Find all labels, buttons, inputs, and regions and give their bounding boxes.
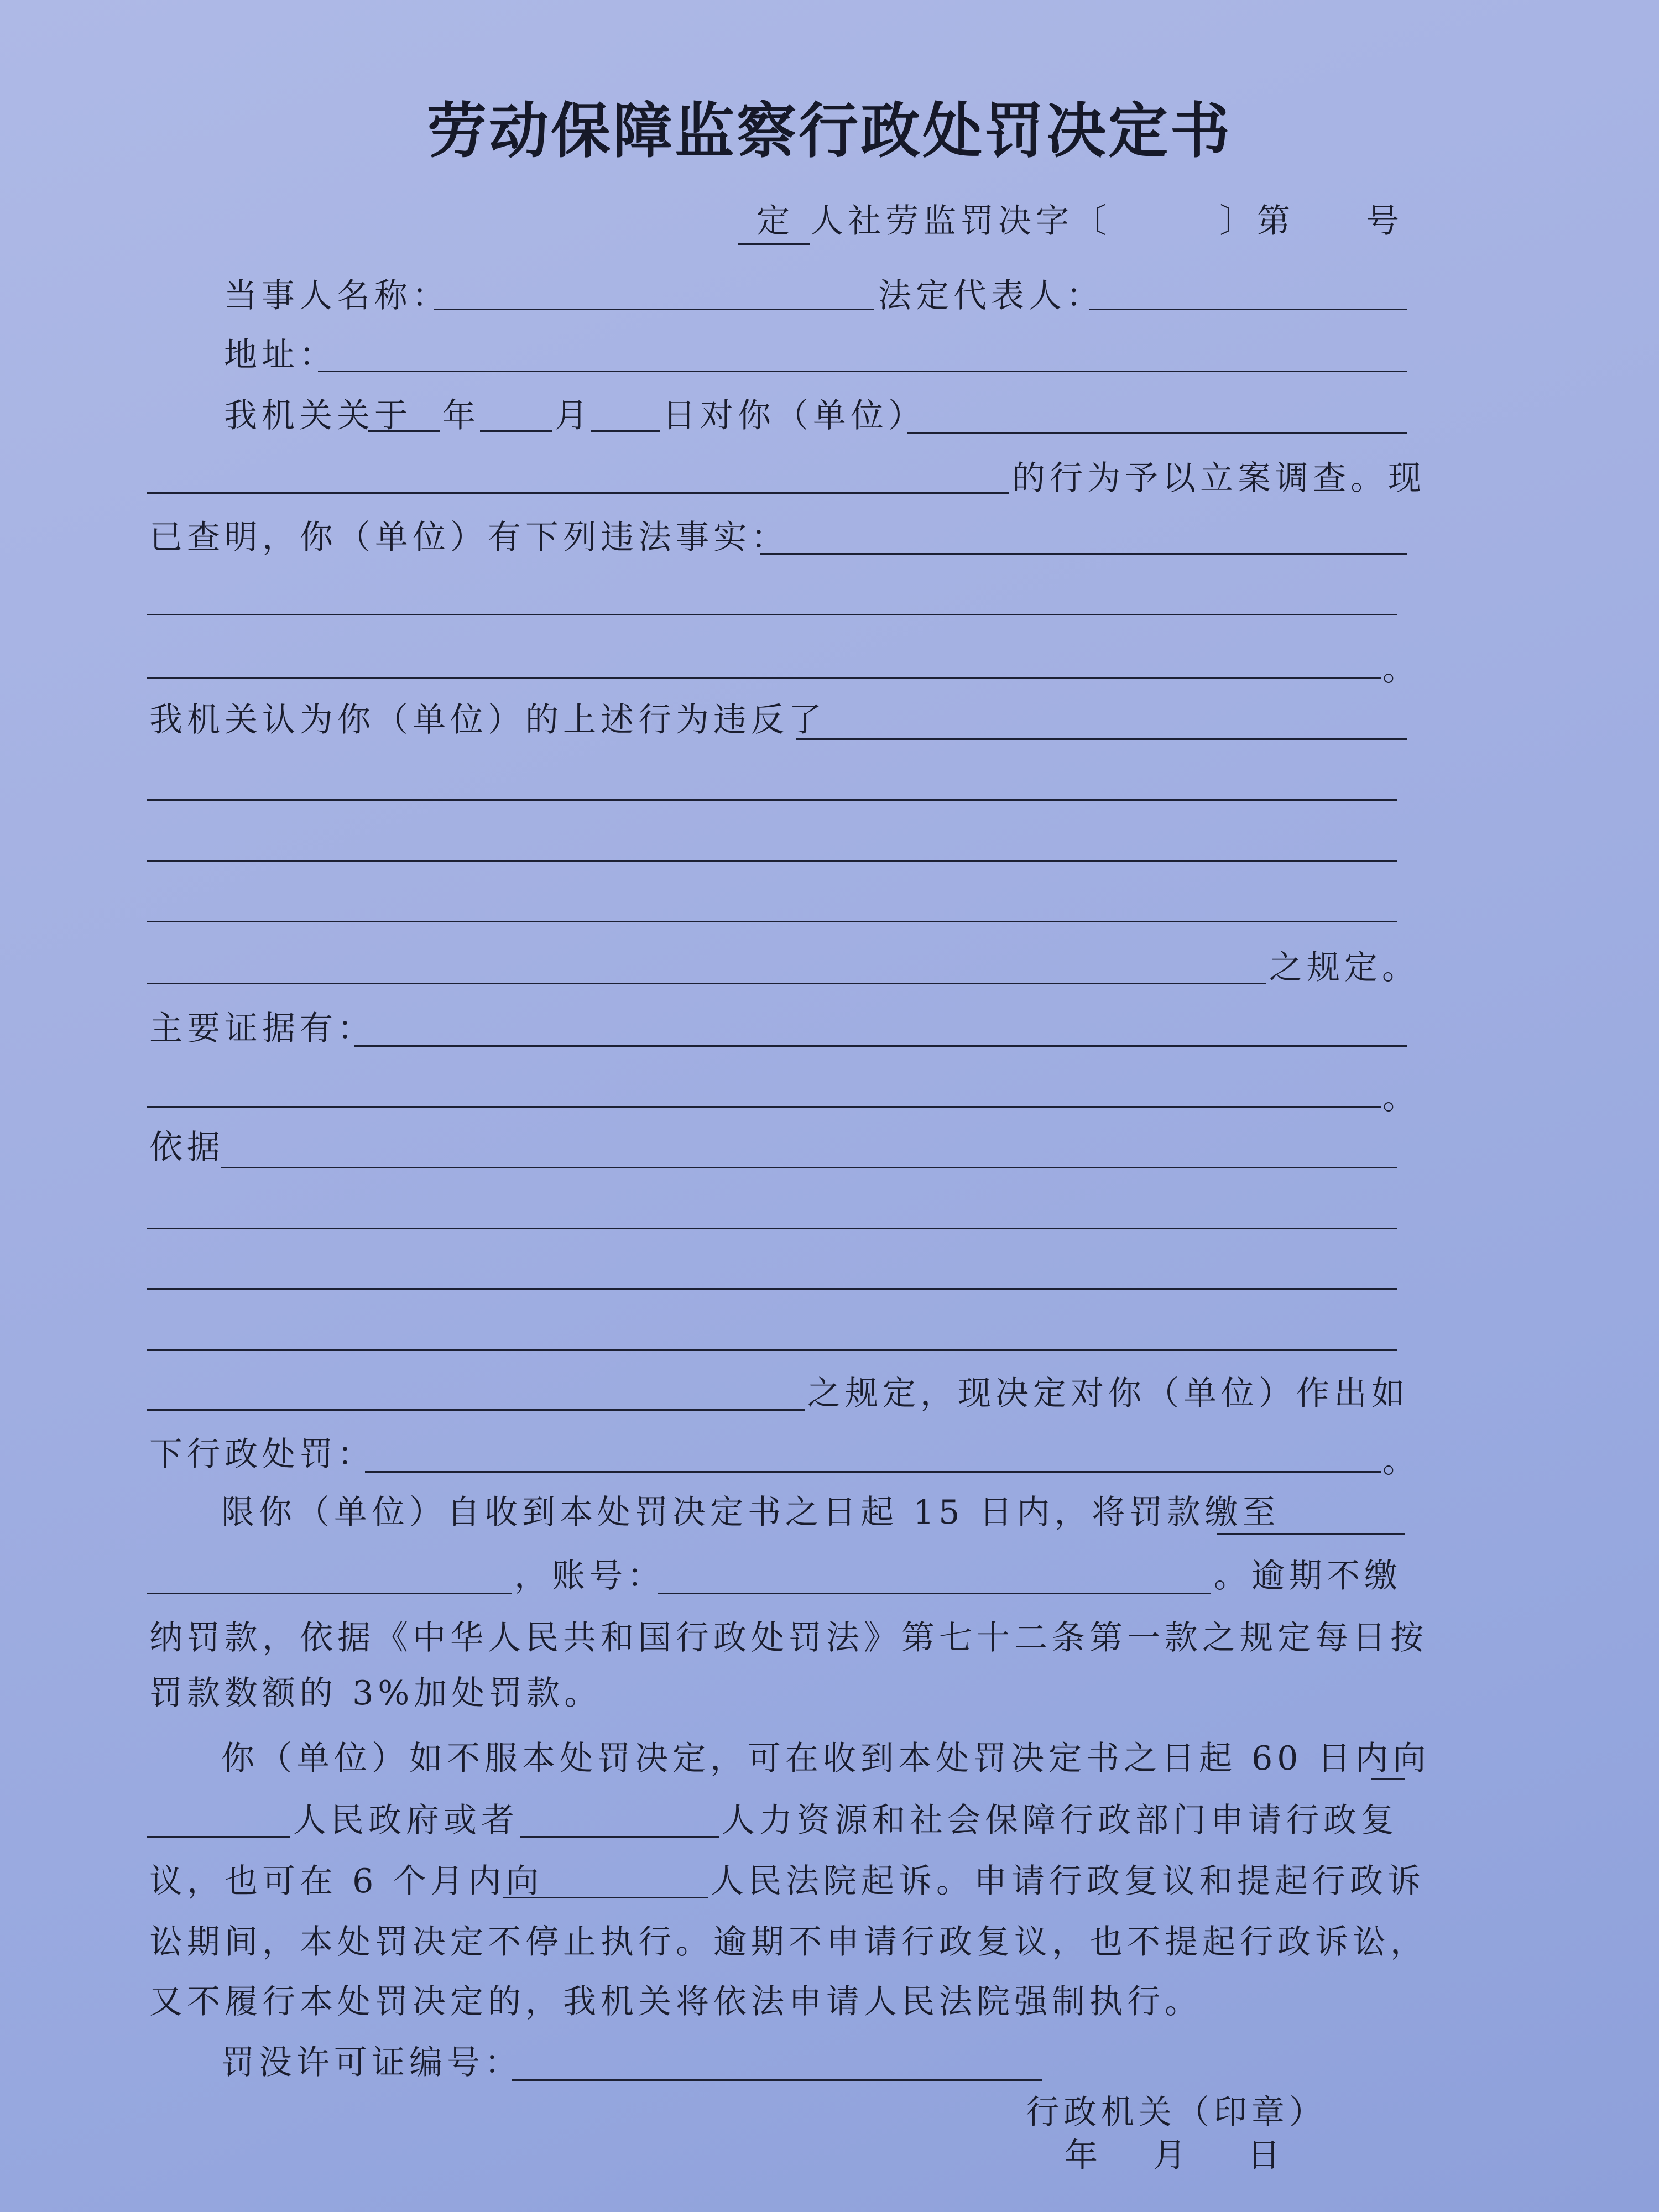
doc-number-prefix-blank[interactable] (738, 243, 810, 245)
violation-blank-1[interactable] (796, 738, 1407, 740)
appeal-line-1: 你（单位）如不服本处罚决定，可在收到本处罚决定书之日起 60 日内向 (221, 1739, 1431, 1778)
basis-blank-2[interactable] (147, 1228, 1397, 1229)
signature-month: 月 (1153, 2136, 1191, 2175)
payment-payee-blank[interactable] (147, 1593, 512, 1594)
evidence-blank-2[interactable] (147, 1106, 1381, 1108)
investigation-day-blank[interactable] (591, 430, 660, 432)
penalty-period: 。 (1383, 1442, 1416, 1480)
license-label: 罚没许可证编号： (221, 2043, 522, 2082)
doc-number-text: 人社劳监罚决字〔 (810, 202, 1111, 241)
basis-decide-text: 之规定，现决定对你（单位）作出如 (807, 1374, 1409, 1413)
doc-number-suffix: 号 (1366, 202, 1404, 241)
authority-seal-label: 行政机关（印章） (1026, 2093, 1327, 2132)
facts-blank-3[interactable] (147, 677, 1381, 679)
payment-line-1: 限你（单位）自收到本处罚决定书之日起 15 日内，将罚款缴至 (221, 1493, 1280, 1532)
investigation-behavior-blank[interactable] (147, 492, 1009, 494)
investigation-filed-text: 的行为予以立案调查。现 (1012, 459, 1426, 498)
investigation-year-blank[interactable] (368, 430, 440, 432)
payment-overdue-text: 。逾期不缴 (1214, 1557, 1402, 1595)
investigation-month: 月 (555, 397, 592, 435)
facts-period: 。 (1383, 650, 1416, 688)
signature-year: 年 (1065, 2136, 1102, 2175)
appeal-line-3a: 议，也可在 6 个月内向 (149, 1862, 544, 1901)
facts-blank-2[interactable] (147, 614, 1397, 615)
payment-bank-blank[interactable] (1217, 1533, 1405, 1535)
legal-rep-label: 法定代表人： (878, 276, 1104, 315)
penalty-label: 下行政处罚： (149, 1435, 375, 1474)
investigation-lead: 我机关关于 (224, 397, 412, 435)
facts-label: 已查明，你（单位）有下列违法事实： (149, 518, 789, 557)
appeal-line-4: 讼期间，本处罚决定不停止执行。逾期不申请行政复议，也不提起行政诉讼， (149, 1923, 1428, 1961)
penalty-blank[interactable] (365, 1471, 1381, 1473)
investigation-subject-blank[interactable] (907, 432, 1407, 434)
doc-number-close: 〕第 (1219, 202, 1295, 241)
doc-number-fill: 定 (757, 202, 794, 241)
appeal-gov-blank-b[interactable] (147, 1836, 290, 1838)
basis-blank-5[interactable] (147, 1409, 805, 1411)
basis-label: 依据 (149, 1128, 225, 1167)
appeal-hr-blank[interactable] (520, 1836, 719, 1838)
address-label: 地址： (224, 336, 337, 374)
legal-rep-blank[interactable] (1089, 309, 1407, 310)
payment-account-blank[interactable] (658, 1593, 1211, 1594)
license-blank[interactable] (512, 2079, 1042, 2081)
evidence-period: 。 (1383, 1078, 1416, 1117)
appeal-court-blank[interactable] (503, 1897, 708, 1898)
investigation-day-text: 日对你（单位） (662, 397, 926, 435)
violation-blank-2[interactable] (147, 799, 1397, 801)
violation-blank-4[interactable] (147, 921, 1397, 922)
appeal-gov-blank-a[interactable] (1371, 1778, 1405, 1780)
appeal-line-5: 又不履行本处罚决定的，我机关将依法申请人民法院强制执行。 (149, 1983, 1202, 2021)
address-blank[interactable] (318, 371, 1407, 372)
basis-blank-1[interactable] (221, 1167, 1397, 1168)
investigation-month-blank[interactable] (480, 430, 552, 432)
basis-blank-3[interactable] (147, 1288, 1397, 1290)
investigation-year: 年 (442, 397, 480, 435)
document-title: 劳动保障监察行政处罚决定书 (426, 96, 1232, 166)
appeal-court-text: 人民法院起诉。申请行政复议和提起行政诉 (711, 1862, 1425, 1901)
party-name-label: 当事人名称： (224, 276, 450, 315)
violation-blank-3[interactable] (147, 860, 1397, 862)
basis-blank-4[interactable] (147, 1349, 1397, 1351)
party-name-blank[interactable] (434, 309, 874, 310)
violation-lead: 我机关认为你（单位）的上述行为违反了 (149, 701, 826, 739)
appeal-gov-text: 人民政府或者 (293, 1801, 519, 1840)
signature-day: 日 (1247, 2136, 1285, 2175)
evidence-label: 主要证据有： (149, 1009, 375, 1048)
appeal-hr-text: 人力资源和社会保障行政部门申请行政复 (722, 1801, 1399, 1840)
payment-account-label: ，账号： (514, 1557, 665, 1595)
facts-blank-1[interactable] (760, 553, 1407, 555)
violation-blank-5[interactable] (147, 983, 1266, 984)
evidence-blank-1[interactable] (354, 1045, 1407, 1047)
violation-end: 之规定。 (1269, 948, 1420, 987)
payment-line-3: 纳罚款，依据《中华人民共和国行政处罚法》第七十二条第一款之规定每日按 (149, 1619, 1428, 1657)
payment-line-4: 罚款数额的 3%加处罚款。 (149, 1674, 602, 1713)
